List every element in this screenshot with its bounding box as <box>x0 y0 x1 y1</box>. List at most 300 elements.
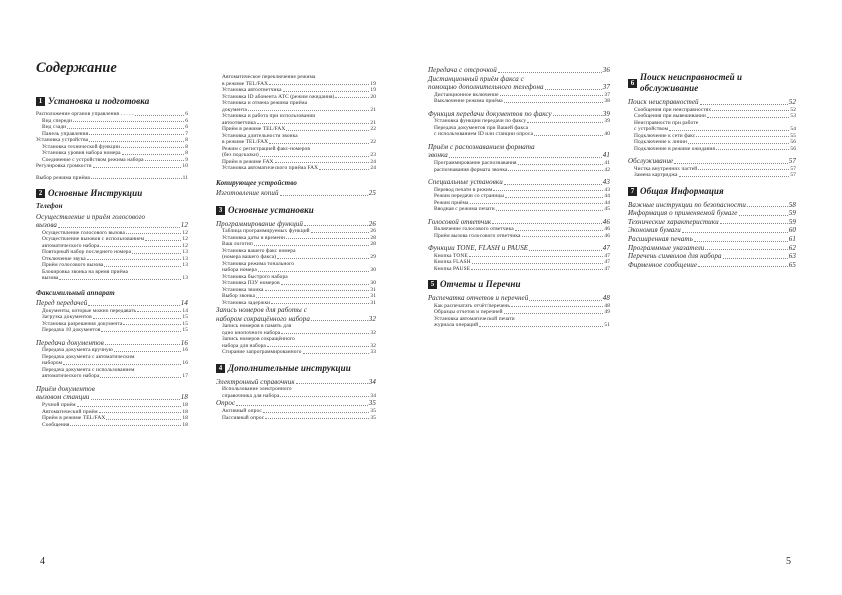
toc-entry-page: 54 <box>790 126 796 133</box>
toc-entry-text: Кнопка FLASH <box>434 259 471 266</box>
dot-leader <box>553 115 602 116</box>
toc-entry-page: 56 <box>790 145 796 152</box>
toc-entry-text: Подключение к сети факс <box>634 132 696 139</box>
toc-entry-text: Приём в режиме TEL/FAX <box>222 126 286 132</box>
section-number-badge: 4 <box>216 364 225 373</box>
dot-leader <box>504 184 602 185</box>
toc-entry-text: Установка уровня набора номера <box>42 150 121 156</box>
toc-entry-page: 15 <box>182 314 188 321</box>
toc-entry-page: 33 <box>370 349 376 356</box>
section-heading <box>428 279 610 290</box>
toc-entry-page: 15 <box>182 320 188 327</box>
toc-entry <box>428 178 610 187</box>
toc-entry-text: Пассивный опрос <box>222 414 265 421</box>
dot-leader <box>101 331 181 332</box>
dot-leader <box>100 246 181 247</box>
toc-entry-text: Распечатка отчетов и перечней <box>428 294 529 303</box>
toc-entry-page: 47 <box>604 259 610 266</box>
toc-entry-page: 22 <box>370 126 376 132</box>
dot-leader <box>269 84 369 85</box>
toc-entry-page: 24 <box>370 158 376 165</box>
dot-leader <box>679 176 790 177</box>
toc-entry-text: Приём вызова голосового ответчика <box>434 232 521 239</box>
toc-entry-page: 39 <box>602 109 610 118</box>
toc-entry-page: 43 <box>602 178 610 187</box>
toc-entry-text: Загрузка документов <box>42 314 92 321</box>
toc-entry-text: Дистанционный приём факса с <box>428 74 524 83</box>
toc-entry-text: Выключение режима приёма <box>434 98 503 105</box>
page-title: Содержание <box>36 60 117 76</box>
toc-entry-text: с устройством <box>634 126 669 133</box>
toc-entry-text: набором сокращённого набора <box>216 314 310 323</box>
toc-entry-text: Установка автоответчика <box>222 87 282 93</box>
toc-entry-text: Фирменное сообщение <box>628 260 698 269</box>
dot-leader <box>739 215 788 216</box>
toc-entry-text: вызовом станции <box>36 393 90 402</box>
toc-entry-page: 59 <box>788 217 796 226</box>
toc-entry-text: Поиск неисправностей <box>628 98 699 106</box>
toc-entry-text: Использование электронного <box>222 386 292 393</box>
toc-entry-page: 48 <box>604 302 610 309</box>
toc-entry-page: 61 <box>788 235 796 244</box>
toc-entry-text: Сообщения при вывешивании <box>634 113 706 120</box>
toc-column-4 <box>628 70 796 269</box>
toc-entry-text: справочника для набора <box>222 392 280 399</box>
toc-entry-text: Установка звонка <box>222 286 264 293</box>
toc-entry-page: 32 <box>368 314 376 323</box>
toc-entry <box>216 378 376 387</box>
toc-entry-page: 12 <box>182 242 188 249</box>
dot-leader <box>89 141 184 142</box>
section-number-badge: 7 <box>628 187 637 196</box>
toc-entry-page: 55 <box>790 132 796 139</box>
toc-entry <box>428 294 610 303</box>
dot-leader <box>471 269 603 270</box>
toc-entry-page: 53 <box>790 113 796 120</box>
toc-entry-page: 14 <box>182 307 188 314</box>
toc-entry-text: Документы, которые можно передавать <box>42 307 137 314</box>
toc-entry <box>216 415 376 422</box>
dot-leader <box>545 89 602 90</box>
dot-leader <box>87 259 182 260</box>
toc-entry-text: Установка даты и времени <box>222 234 285 241</box>
toc-entry-text: журнала операций <box>434 322 479 329</box>
toc-entry-text: Расширенная печать <box>628 235 693 244</box>
dot-leader <box>132 253 181 254</box>
toc-entry-text: Как распечатать отчёт/перечень <box>434 302 510 309</box>
toc-entry-text: Установка ID абонента АТС (режим ожидания) <box>222 93 335 100</box>
dot-leader <box>77 406 182 407</box>
dot-leader <box>280 195 368 196</box>
dot-leader <box>479 326 603 327</box>
toc-entry-page: 12 <box>182 236 188 243</box>
dot-leader <box>694 241 788 242</box>
toc-entry-text: Вид сзади <box>42 124 67 130</box>
toc-entry-page: 8 <box>185 150 188 156</box>
dot-leader <box>511 306 603 307</box>
toc-entry-text: Изготовление копий <box>216 189 279 197</box>
section-title: Установка и подготовка <box>48 96 150 106</box>
section-title: Поиск неисправностей и обслуживание <box>640 72 743 93</box>
toc-entry <box>428 75 610 84</box>
dot-leader <box>696 136 789 137</box>
spacer <box>216 172 376 177</box>
toc-entry-page: 44 <box>604 193 610 200</box>
dot-leader <box>123 324 181 325</box>
toc-entry-text: Осуществление голосового вызова <box>42 229 125 236</box>
toc-entry-text: вызова <box>42 275 59 282</box>
dot-leader <box>58 227 180 228</box>
toc-entry-page: 6 <box>185 117 188 124</box>
toc-entry <box>216 315 376 324</box>
dot-leader <box>88 305 179 306</box>
toc-entry-text: Приём документов <box>36 384 95 393</box>
toc-entry-text: автоматического набора <box>42 373 100 380</box>
toc-entry-text: Передача 10 документов <box>42 327 101 334</box>
toc-entry-page: 19 <box>370 80 376 87</box>
dot-leader <box>277 258 369 259</box>
toc-entry-page: 48 <box>602 294 610 303</box>
toc-entry-page: 9 <box>185 156 188 163</box>
dot-leader <box>258 271 370 272</box>
toc-entry-text: Осуществление вызовов с использованием <box>42 236 145 243</box>
toc-entry-page: 31 <box>370 293 376 300</box>
toc-entry-text: вызова <box>36 221 58 230</box>
dot-leader <box>283 91 370 92</box>
toc-entry-page: 38 <box>604 98 610 105</box>
toc-entry-page: 42 <box>604 166 610 173</box>
toc-entry <box>628 235 796 244</box>
toc-entry-text: набора для набора <box>222 342 266 349</box>
toc-entry-page: 17 <box>182 373 188 380</box>
toc-entry-page: 45 <box>604 206 610 213</box>
toc-entry-text: Чистка внутренних частей <box>634 165 698 172</box>
toc-entry-text: Стирание запрограммированного <box>222 349 302 356</box>
toc-entry <box>36 213 188 222</box>
dot-leader <box>682 232 788 233</box>
toc-entry <box>36 393 188 402</box>
toc-entry-text: Подключение к линии <box>634 139 688 146</box>
toc-entry-page: 6 <box>185 124 188 130</box>
toc-entry <box>216 220 376 229</box>
toc-entry-page: 57 <box>788 157 796 166</box>
spacer <box>216 356 376 361</box>
dot-leader <box>319 169 369 170</box>
toc-entry-page: 47 <box>602 244 610 253</box>
toc-entry-text: Активный опрос <box>222 408 262 415</box>
toc-entry-text: с использованием ID или станции опроса <box>434 131 533 138</box>
toc-entry-page: 31 <box>370 286 376 293</box>
spacer <box>628 179 796 184</box>
toc-entry-text: Подключение в режиме ожидания <box>634 145 716 152</box>
dot-leader <box>522 236 604 237</box>
toc-entry <box>628 209 796 218</box>
dot-leader <box>723 258 788 259</box>
toc-entry-text: Таблица программируемых функций <box>222 228 310 235</box>
toc-entry-page: 18 <box>182 421 188 428</box>
toc-entry-text: Установка технической функции <box>42 143 120 150</box>
toc-entry-text: Программирование функций <box>216 219 304 228</box>
dot-leader <box>256 297 369 298</box>
toc-entry-page: 26 <box>370 228 376 235</box>
toc-entry-page: 44 <box>604 199 610 206</box>
section-heading <box>628 186 796 197</box>
toc-entry-page: 11 <box>182 174 188 181</box>
toc-entry-text: Панель управления <box>42 130 89 137</box>
toc-entry-page: 40 <box>604 131 610 138</box>
toc-entry-page: 22 <box>370 139 376 145</box>
toc-entry-text: Специальные установки <box>428 178 503 187</box>
toc-entry-page: 35 <box>370 414 376 421</box>
dot-leader <box>688 143 789 144</box>
toc-entry-page: 19 <box>370 87 376 93</box>
toc-entry-text: Информация о применяемой бумаге <box>628 209 738 218</box>
dot-leader <box>122 154 185 155</box>
dot-leader <box>63 364 181 365</box>
toc-entry-page: 49 <box>604 309 610 316</box>
toc-entry <box>428 322 610 329</box>
dot-leader <box>236 405 368 406</box>
dot-leader <box>449 157 602 158</box>
toc-entry-page: 28 <box>370 241 376 248</box>
dot-leader <box>705 249 787 250</box>
toc-entry <box>36 221 188 230</box>
toc-entry-page: 13 <box>182 255 188 262</box>
dot-leader <box>137 311 181 312</box>
toc-entry-text: Установка устройства <box>36 137 89 143</box>
toc-entry-text: набором <box>42 360 63 367</box>
dot-leader <box>280 396 369 397</box>
dot-leader <box>99 412 182 413</box>
toc-entry-page: 7 <box>185 130 188 137</box>
toc-entry-text: Установка и работа при использовании <box>222 113 316 119</box>
toc-entry-page: 18 <box>182 415 188 422</box>
toc-entry-text: Кнопка TONE <box>434 252 468 259</box>
toc-entry <box>36 385 188 394</box>
toc-entry <box>36 339 188 348</box>
toc-entry-page: 12 <box>182 229 188 236</box>
subsection-heading: Телефон <box>36 202 63 210</box>
dot-leader <box>91 178 182 179</box>
toc-entry-text: Программные указатели <box>628 243 705 252</box>
toc-entry-text: Блокировка звонка на время приёма <box>42 268 129 275</box>
toc-entry-text: Осуществление и приём голосового <box>36 212 146 221</box>
toc-entry-text: Отключение звука <box>42 255 86 262</box>
dot-leader <box>286 238 369 239</box>
toc-entry-text: Установка ПЗУ номеров <box>222 280 280 287</box>
toc-entry-text: Кнопка PAUSE <box>434 265 471 272</box>
toc-entry-page: 58 <box>788 200 796 209</box>
toc-entry-page: 46 <box>604 226 610 233</box>
toc-entry-text: Дистанционное включение <box>434 91 499 98</box>
toc-entry-page: 13 <box>182 275 188 282</box>
toc-entry-text: Перед передачей <box>36 299 88 308</box>
section-title: Дополнительные инструкции <box>228 362 351 373</box>
toc-entry-text: (номера вашего факса) <box>222 254 277 261</box>
toc-entry-text: Включение голосового ответчика <box>434 226 514 233</box>
toc-entry-text: Приём с распознаванием формата <box>428 142 535 151</box>
toc-entry <box>36 299 188 308</box>
toc-entry-text: Обслуживание <box>628 157 674 166</box>
toc-entry <box>428 143 610 152</box>
toc-entry-page: 13 <box>182 262 188 269</box>
dot-leader <box>716 149 789 150</box>
dot-leader <box>505 197 603 198</box>
toc-entry-page: 37 <box>604 91 610 98</box>
toc-entry <box>428 218 610 227</box>
toc-entry-page: 41 <box>604 160 610 167</box>
dot-leader <box>70 425 181 426</box>
toc-entry-page: 47 <box>604 265 610 272</box>
toc-entry-text: Режим передачи со страницы <box>434 193 505 200</box>
toc-entry-text: Передача документа вручную <box>42 347 113 354</box>
dot-leader <box>529 250 602 251</box>
dot-leader <box>121 147 184 148</box>
dot-leader <box>296 383 368 384</box>
toc-entry-text: Запись номеров сокращённого <box>222 336 295 343</box>
toc-entry-text: Передача с отсрочкой <box>428 66 497 74</box>
toc-entry-page: 39 <box>604 118 610 125</box>
toc-entry <box>628 201 796 210</box>
toc-entry-text: Выбор звонка <box>222 293 256 300</box>
dot-leader <box>265 418 369 419</box>
toc-entry-text: Установка режима тонального <box>222 260 295 267</box>
toc-entry-text: Программирование распознавания <box>434 160 517 167</box>
toc-entry-page: 24 <box>370 165 376 171</box>
dot-leader <box>472 263 604 264</box>
toc-entry-text: Передача документа с использованием <box>42 366 135 373</box>
toc-entry-text: Установка функции передачи по факсу <box>434 118 527 125</box>
toc-entry-text: Установка вашего факс номера <box>222 247 296 254</box>
toc-entry-page: 16 <box>180 338 188 347</box>
section-title: Отчеты и Перечни <box>440 279 521 290</box>
dot-leader <box>720 223 788 224</box>
toc-entry-page: 30 <box>370 280 376 287</box>
section-number-badge: 6 <box>628 79 637 88</box>
toc-entry-text: Установка автоматического приёма FAX <box>222 165 319 171</box>
dot-leader <box>73 121 184 122</box>
dot-leader <box>496 210 604 211</box>
toc-entry-page: 57 <box>790 172 796 179</box>
toc-entry-text: Установка быстрого набора <box>222 273 288 280</box>
dot-leader <box>265 290 370 291</box>
toc-entry-page: 18 <box>180 393 188 402</box>
dot-leader <box>91 399 180 400</box>
dot-leader <box>106 419 181 420</box>
toc-entry-text: Повторный набор последнего номера <box>42 249 132 256</box>
dot-leader <box>504 102 604 103</box>
toc-entry-page: 6 <box>185 111 188 117</box>
toc-entry <box>428 83 610 92</box>
toc-entry <box>428 66 610 75</box>
dot-leader <box>500 95 604 96</box>
toc-entry-page: 56 <box>790 139 796 146</box>
dot-leader <box>93 318 182 319</box>
dot-leader <box>504 313 604 314</box>
dot-leader <box>145 240 181 241</box>
toc-entry <box>428 244 610 253</box>
toc-entry <box>216 306 376 315</box>
toc-entry-page: 52 <box>788 98 796 106</box>
dot-leader <box>267 346 369 347</box>
dot-leader <box>271 303 369 304</box>
subsection-heading: Копирующее устройство <box>216 178 297 187</box>
toc-entry-text: Вводная с режима печати <box>434 206 495 213</box>
dot-leader <box>59 279 181 280</box>
toc-entry-text: Установка и отмена режима приёма <box>222 100 308 106</box>
spacer <box>428 272 610 277</box>
spacer <box>216 198 376 203</box>
section-heading <box>216 363 376 374</box>
toc-entry-page: 12 <box>180 221 188 230</box>
toc-entry-page: 13 <box>182 249 188 256</box>
dot-leader <box>269 143 369 144</box>
dot-leader <box>518 164 604 165</box>
toc-entry <box>628 244 796 253</box>
toc-entry <box>36 422 188 429</box>
toc-entry-text: Перевод печати в режим <box>434 186 493 193</box>
dot-leader <box>248 110 369 111</box>
toc-entry-text: (без подсказки) <box>222 152 259 158</box>
dot-leader <box>493 190 603 191</box>
page-number-right: 5 <box>786 556 791 567</box>
toc-entry-page: 29 <box>370 254 376 261</box>
toc-entry-text: Ручной приём <box>42 402 76 409</box>
toc-entry-page: 47 <box>604 252 610 259</box>
toc-entry-text: Режим приёма <box>434 199 469 206</box>
toc-entry <box>428 151 610 160</box>
dot-leader <box>698 169 789 170</box>
toc-entry-page: 35 <box>370 408 376 415</box>
dot-leader <box>698 266 788 267</box>
toc-entry-text: Установка длительности звонка <box>222 132 298 139</box>
toc-entry-text: Приём в режиме TEL/FAX <box>42 415 106 422</box>
dot-leader <box>303 353 370 354</box>
dot-leader <box>515 230 604 231</box>
toc-entry-page: 14 <box>180 299 188 308</box>
toc-entry-text: Функция передачи документов по факсу <box>428 109 552 118</box>
toc-entry-page: 46 <box>602 217 610 226</box>
toc-entry-text: Важные инструкции по безопасности <box>628 200 746 209</box>
dot-leader <box>67 128 184 129</box>
toc-entry-text: Запись номеров для работы с <box>216 306 307 315</box>
toc-entry <box>216 189 376 198</box>
dot-leader <box>747 206 788 207</box>
toc-entry-text: Голосовой ответчик <box>428 217 492 226</box>
toc-entry-text: Запись номеров в память для <box>222 323 292 330</box>
toc-entry-page: 28 <box>370 234 376 241</box>
dot-leader <box>492 223 602 224</box>
dot-leader <box>311 232 370 233</box>
toc-entry-page: 25 <box>368 189 376 197</box>
toc-entry-text: Соединение с устройством режима набора <box>42 156 144 163</box>
toc-entry-text: в режиме TEL/FAX <box>222 80 269 87</box>
toc-entry-page: 15 <box>182 327 188 334</box>
dot-leader <box>311 320 368 321</box>
toc-entry-text: Опрос <box>216 399 236 408</box>
toc-entry-text: Установка разрешения документа <box>42 320 123 327</box>
toc-entry-text: распознавания формата звонка <box>434 166 508 173</box>
dot-leader <box>281 333 369 334</box>
dot-leader <box>93 167 182 168</box>
toc-entry-page: 52 <box>790 106 796 113</box>
dot-leader <box>707 117 790 118</box>
toc-entry <box>628 98 796 107</box>
dot-leader <box>527 122 603 123</box>
toc-entry-page: 16 <box>182 347 188 354</box>
dot-leader <box>498 72 602 73</box>
toc-entry-text: звонка <box>428 151 448 160</box>
